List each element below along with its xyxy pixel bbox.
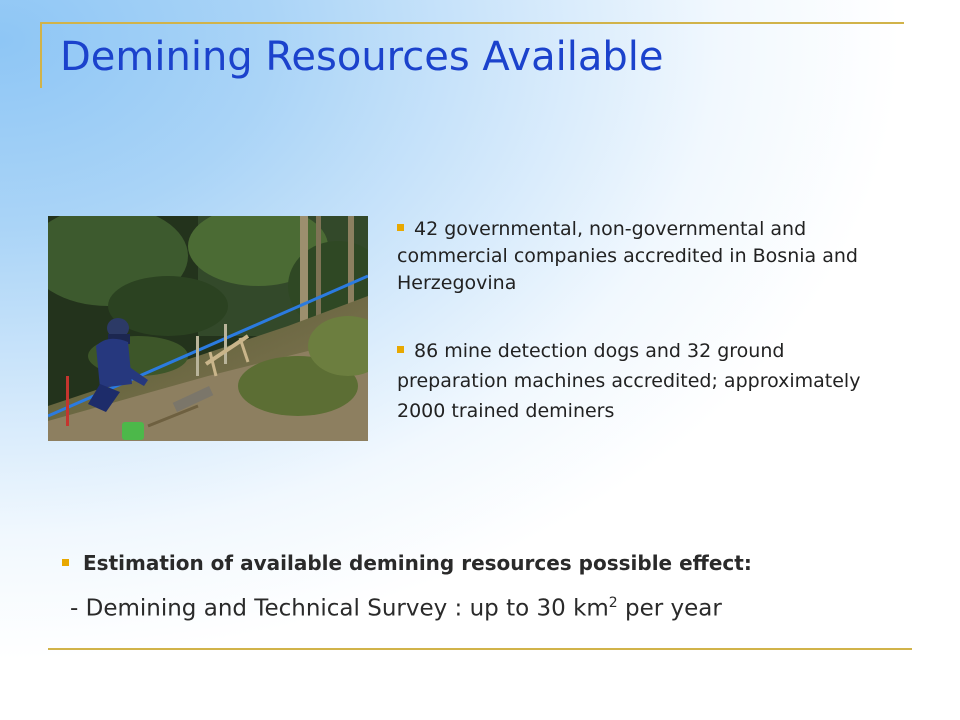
survey-suffix: per year [617,595,722,622]
estimation-heading [62,551,752,575]
deminer-photo [48,216,368,441]
survey-line [70,595,722,622]
bullet-square-icon [62,559,69,566]
bullet-text: 86 mine detection dogs and 32 ground preparation machines accredited; approximately 2000 trained deminers [397,340,861,422]
bullet-square-icon [397,224,404,231]
km-superscript: 2 [608,595,618,611]
estimation-heading-text: Estimation of available demining resources possible effect: [83,551,752,575]
bullet-square-icon [397,346,404,353]
slide-title: Demining Resources Available [60,34,664,80]
bullet-list [397,216,897,426]
bullet-item [397,336,897,426]
left-accent-rule [40,22,42,88]
survey-text: - Demining and Technical Survey : up to 30 km [70,595,609,622]
bullet-item [397,216,897,297]
bullet-text: 42 governmental, non-governmental and commercial companies accredited in Bosnia and Herzegovina [397,218,858,294]
bottom-rule [48,648,912,650]
top-rule [40,22,904,24]
